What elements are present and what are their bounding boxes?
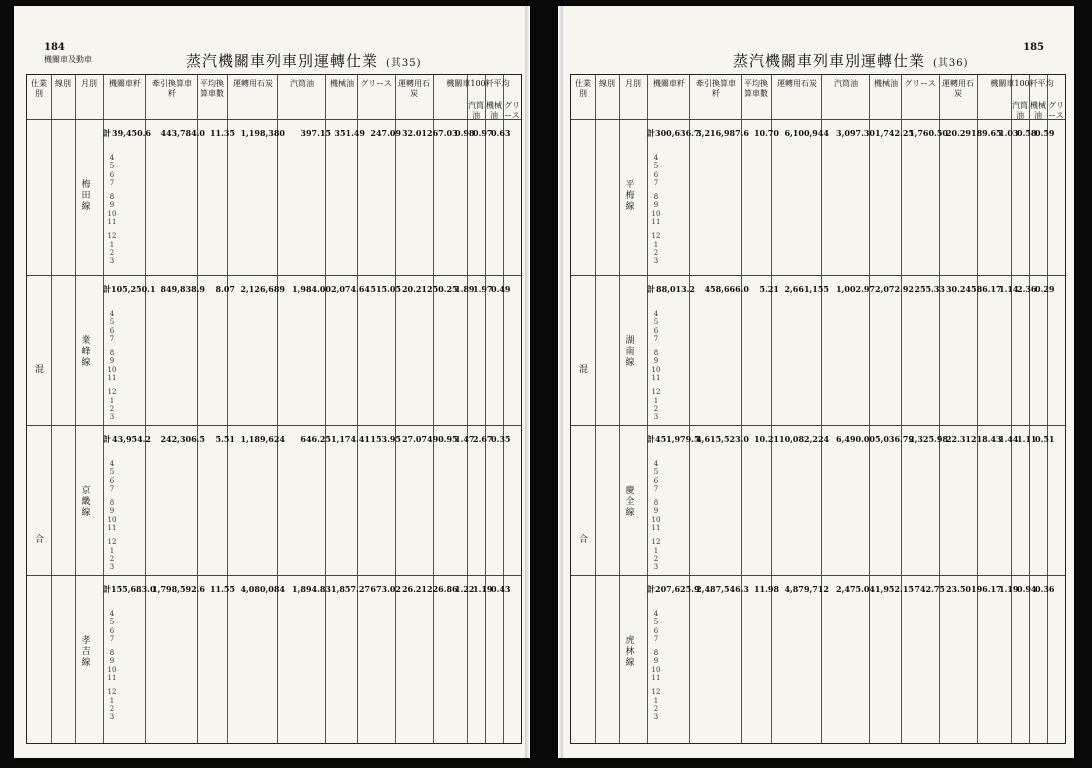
month-list: 4 5 6 7 8 9 10 11 12 1 2 3	[651, 154, 661, 266]
line-label: 孝吉線	[81, 636, 91, 668]
header-month: 月別	[81, 79, 97, 88]
total-cell: 0.35	[491, 434, 511, 444]
total-cell: 0.29	[1035, 284, 1055, 294]
total-cell: 490.95	[427, 434, 458, 444]
header-mach-100: 機械油	[486, 101, 502, 120]
total-cell: 1,857.27	[331, 584, 370, 594]
header-grease: グリース	[360, 79, 392, 88]
month-list: 4 5 6 7 8 9 10 11 12 1 2 3	[651, 610, 661, 722]
totals-label: 計	[103, 434, 111, 444]
header-hauled-km: 牽引換算車粁	[152, 79, 192, 98]
total-cell: 0.94	[1017, 584, 1037, 594]
header-coal-100: 運轉用石炭	[398, 79, 430, 98]
header-cylinder-oil: 汽筒油	[290, 79, 314, 88]
total-cell: 673.02	[370, 584, 401, 594]
total-cell: 4,879,712	[784, 584, 829, 594]
total-cell: 1.03	[999, 128, 1019, 138]
right-page	[558, 6, 1074, 758]
total-cell: 242,306.5	[160, 434, 205, 444]
total-cell: 1,198,380	[240, 128, 285, 138]
header-month: 月別	[625, 79, 641, 88]
total-cell: 0.59	[1035, 128, 1055, 138]
total-cell: 11.98	[753, 584, 779, 594]
section-label: 機關車及動車	[44, 55, 92, 64]
total-cell: 4,080,084	[240, 584, 285, 594]
total-cell: 153.95	[370, 434, 401, 444]
total-cell: 267.03	[427, 128, 458, 138]
total-cell: 26.21	[401, 584, 427, 594]
month-list: 4 5 6 7 8 9 10 11 12 1 2 3	[107, 460, 117, 572]
total-cell: 6,490.00	[836, 434, 875, 444]
header-loco-km: 機關車粁	[653, 79, 685, 88]
total-cell: 3,097.30	[836, 128, 875, 138]
total-cell: 10.70	[753, 128, 779, 138]
line-group	[27, 425, 521, 572]
total-cell: 1.89	[455, 284, 475, 294]
total-cell: 11.55	[209, 584, 235, 594]
total-cell: 8.07	[215, 284, 235, 294]
total-cell: 1,760.50	[909, 128, 948, 138]
total-cell: 1,894.83	[292, 584, 331, 594]
total-cell: 0.98	[455, 128, 475, 138]
total-cell: 0.63	[491, 128, 511, 138]
totals-label: 計	[103, 128, 111, 138]
totals-label: 計	[103, 584, 111, 594]
total-cell: 6,100,944	[784, 128, 829, 138]
total-cell: 11.35	[209, 128, 235, 138]
statistics-table	[570, 74, 1066, 744]
totals-row	[87, 284, 509, 295]
total-cell: 0.58	[1017, 128, 1037, 138]
header-per-100km: 機關車100粁平均	[990, 79, 1054, 88]
totals-row	[87, 434, 509, 445]
header-loco-km: 機關車粁	[109, 79, 141, 88]
line-group	[571, 119, 1065, 266]
total-cell: 1.47	[455, 434, 475, 444]
line-group	[27, 119, 521, 266]
total-cell: 32.01	[401, 128, 427, 138]
total-cell: 20.29	[945, 128, 971, 138]
total-cell: 2,487,546.3	[696, 584, 749, 594]
total-cell: 247.09	[370, 128, 401, 138]
line-group	[571, 575, 1065, 722]
total-cell: 397.15	[300, 128, 331, 138]
header-cyl-100: 汽筒油	[468, 101, 484, 120]
statistics-table	[26, 74, 522, 744]
total-cell: 0.51	[1035, 434, 1055, 444]
total-cell: 1.97	[473, 284, 493, 294]
header-coal: 運轉用石炭	[233, 79, 273, 88]
total-cell: 451,979.5	[655, 434, 700, 444]
total-cell: 2,325.98	[909, 434, 948, 444]
total-cell: 849,838.9	[160, 284, 205, 294]
totals-label: 計	[647, 128, 655, 138]
totals-label: 計	[103, 284, 111, 294]
header-grease: グリース	[904, 79, 936, 88]
total-cell: 23.50	[945, 584, 971, 594]
header-mach-100: 機械油	[1030, 101, 1046, 120]
total-cell: 22.31	[945, 434, 971, 444]
header-shigyo: 仕業別	[575, 79, 591, 98]
line-label: 梅田線	[81, 180, 91, 212]
month-list: 4 5 6 7 8 9 10 11 12 1 2 3	[107, 310, 117, 422]
header-coal-100: 運轉用石炭	[942, 79, 974, 98]
line-label: 京畿線	[81, 486, 91, 518]
line-label: 湖南線	[625, 336, 635, 368]
header-line: 線別	[55, 79, 71, 88]
total-cell: 39,450.6	[112, 128, 151, 138]
total-cell: 742.75	[914, 584, 945, 594]
total-cell: 2,126,689	[240, 284, 285, 294]
total-cell: 30.24	[945, 284, 971, 294]
total-cell: 351.49	[334, 128, 365, 138]
total-cell: 1.19	[999, 584, 1019, 594]
total-cell: 196.17	[971, 584, 1002, 594]
page-number: 184	[44, 42, 65, 53]
total-cell: 43,954.2	[112, 434, 151, 444]
total-cell: 0.49	[491, 284, 511, 294]
line-label: 業峰線	[81, 336, 91, 368]
total-cell: 2.36	[1017, 284, 1037, 294]
side-label-mixed-1: 混	[579, 365, 589, 375]
total-cell: 2,475.04	[836, 584, 875, 594]
total-cell: 443,784.0	[160, 128, 205, 138]
total-cell: 1,984.00	[292, 284, 331, 294]
total-cell: 88,013.2	[656, 284, 695, 294]
total-cell: 10,082,224	[779, 434, 830, 444]
total-cell: 458,666.0	[704, 284, 749, 294]
total-cell: 255.33	[914, 284, 945, 294]
totals-row	[631, 434, 1053, 445]
total-cell: 1,798,592.6	[152, 584, 205, 594]
header-hauled-km: 牽引換算車粁	[696, 79, 736, 98]
total-cell: 1,742.25	[875, 128, 914, 138]
line-label: 虎林線	[625, 636, 635, 668]
totals-label: 計	[647, 284, 655, 294]
side-label-mixed-1: 混	[35, 365, 45, 375]
line-label: 平梅線	[625, 180, 635, 212]
totals-row	[87, 128, 509, 139]
total-cell: 2,074.64	[331, 284, 370, 294]
total-cell: 1.11	[1017, 434, 1037, 444]
total-cell: 1.44	[999, 434, 1019, 444]
header-grease-100: グリース	[504, 101, 520, 120]
header-machine-oil: 機械油	[874, 79, 898, 88]
total-cell: 1.19	[473, 584, 493, 594]
total-cell: 189.65	[971, 128, 1002, 138]
line-group	[27, 575, 521, 722]
total-cell: 5,036.79	[875, 434, 914, 444]
title-text: 蒸汽機關車列車別運轉仕業	[186, 52, 379, 70]
header-shigyo: 仕業別	[31, 79, 47, 98]
total-cell: 2.67	[473, 434, 493, 444]
total-cell: 1.22	[455, 584, 475, 594]
totals-row	[631, 284, 1053, 295]
total-cell: 586.17	[971, 284, 1002, 294]
page-number: 185	[1023, 42, 1044, 53]
side-label-mixed-2: 合	[579, 535, 589, 545]
total-cell: 105,250.1	[111, 284, 156, 294]
page-title	[186, 50, 422, 71]
header-cyl-100: 汽筒油	[1012, 101, 1028, 120]
total-cell: 20.21	[401, 284, 427, 294]
line-label: 慶全線	[625, 486, 635, 518]
part-label: (其36)	[933, 58, 969, 69]
total-cell: 0.43	[491, 584, 511, 594]
total-cell: 1,002.97	[836, 284, 875, 294]
page-title	[733, 50, 969, 71]
totals-label: 計	[647, 434, 655, 444]
total-cell: 2,072.92	[875, 284, 914, 294]
month-list: 4 5 6 7 8 9 10 11 12 1 2 3	[107, 610, 117, 722]
totals-row	[631, 128, 1053, 139]
left-page	[14, 6, 530, 758]
total-cell: 0.36	[1035, 584, 1055, 594]
total-cell: 226.86	[427, 584, 458, 594]
total-cell: 218.43	[971, 434, 1002, 444]
totals-row	[87, 584, 509, 595]
line-group	[27, 275, 521, 422]
total-cell: 1,189,624	[240, 434, 285, 444]
header-machine-oil: 機械油	[330, 79, 354, 88]
total-cell: 5.21	[759, 284, 779, 294]
header-per-100km: 機關車100粁平均	[446, 79, 510, 88]
header-grease-100: グリース	[1048, 101, 1064, 120]
month-list: 4 5 6 7 8 9 10 11 12 1 2 3	[651, 310, 661, 422]
total-cell: 3,216,987.6	[696, 128, 749, 138]
header-avg-cars: 平均換算車數	[200, 79, 224, 98]
line-group	[571, 425, 1065, 572]
header-cylinder-oil: 汽筒油	[834, 79, 858, 88]
totals-label: 計	[647, 584, 655, 594]
total-cell: 646.25	[300, 434, 331, 444]
totals-row	[631, 584, 1053, 595]
total-cell: 300,636.7	[655, 128, 700, 138]
total-cell: 1,952.15	[875, 584, 914, 594]
total-cell: 0.97	[473, 128, 493, 138]
total-cell: 27.07	[401, 434, 427, 444]
total-cell: 5.51	[215, 434, 235, 444]
total-cell: 207,625.9	[655, 584, 700, 594]
total-cell: 10.21	[753, 434, 779, 444]
total-cell: 2,661,155	[784, 284, 829, 294]
total-cell: 1.14	[999, 284, 1019, 294]
month-list: 4 5 6 7 8 9 10 11 12 1 2 3	[651, 460, 661, 572]
title-text: 蒸汽機關車列車別運轉仕業	[733, 52, 926, 70]
line-group	[571, 275, 1065, 422]
total-cell: 4,615,523.0	[696, 434, 749, 444]
month-list: 4 5 6 7 8 9 10 11 12 1 2 3	[107, 154, 117, 266]
header-line: 線別	[599, 79, 615, 88]
total-cell: 155,683.0	[111, 584, 156, 594]
header-avg-cars: 平均換算車數	[744, 79, 768, 98]
total-cell: 515.05	[370, 284, 401, 294]
part-label: (其35)	[386, 58, 422, 69]
side-label-mixed-2: 合	[35, 535, 45, 545]
header-coal: 運轉用石炭	[777, 79, 817, 88]
total-cell: 1,174.41	[331, 434, 370, 444]
total-cell: 250.25	[427, 284, 458, 294]
